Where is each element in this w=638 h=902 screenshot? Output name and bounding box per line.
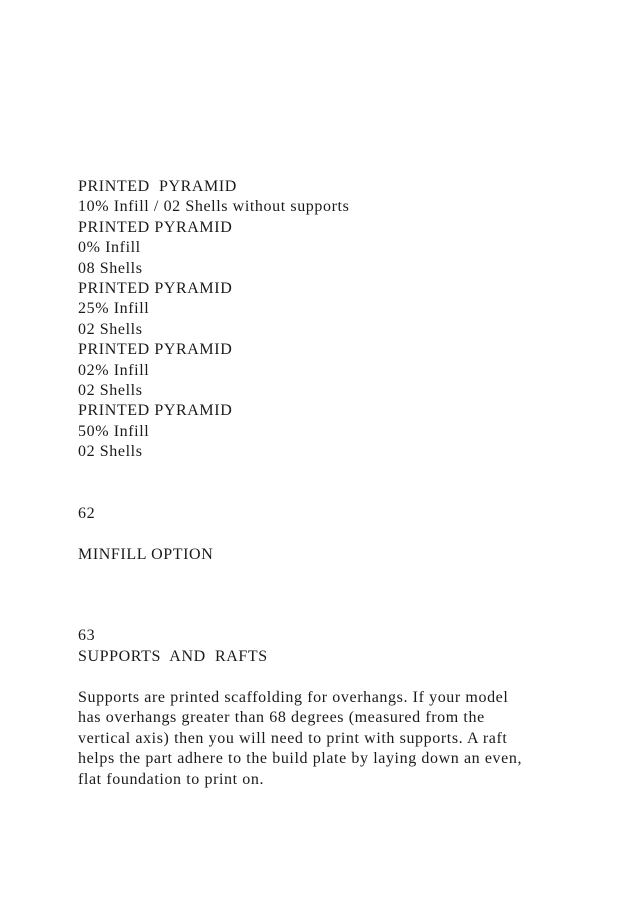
section-heading: SUPPORTS AND RAFTS	[78, 648, 268, 665]
pyramid-list-line: 50% Infill	[78, 422, 150, 440]
pyramid-list-line: PRINTED PYRAMID	[78, 402, 233, 420]
pyramid-list-line: 02 Shells	[78, 443, 143, 461]
supports-rafts-heading	[78, 647, 608, 667]
slide-number-63	[78, 626, 608, 646]
pyramid-list-line: 02 Shells	[78, 381, 143, 399]
pyramid-list-line: 0% Infill	[78, 239, 141, 257]
paragraph-line: vertical axis) then you will need to print with supports. A raft	[78, 729, 508, 747]
pyramid-list-line: PRINTED PYRAMID	[78, 341, 233, 359]
pyramid-list-line: 25% Infill	[78, 300, 150, 318]
slide-number-text: 63	[78, 627, 96, 644]
paragraph-line: Supports are printed scaffolding for overhangs. If your model	[78, 689, 509, 706]
slide-number-text: 62	[78, 505, 96, 522]
supports-paragraph	[78, 688, 608, 790]
pyramid-list-line: 02 Shells	[78, 320, 143, 338]
paragraph-line: has overhangs greater than 68 degrees (measured from the	[78, 709, 485, 727]
paragraph-line: flat foundation to print on.	[78, 770, 265, 788]
paragraph-line: helps the part adhere to the build plate by laying down an even,	[78, 750, 523, 768]
pyramid-list-line: 08 Shells	[78, 259, 143, 277]
slide-number-62	[78, 504, 608, 524]
section-heading: MINFILL OPTION	[78, 546, 214, 563]
pyramid-list-line: PRINTED PYRAMID	[78, 218, 233, 236]
minfill-heading	[78, 545, 608, 565]
pyramid-list-line: PRINTED PYRAMID	[78, 178, 237, 195]
pyramid-list-line: PRINTED PYRAMID	[78, 279, 233, 297]
pyramid-list	[78, 177, 598, 462]
pyramid-list-line: 10% Infill / 02 Shells without supports	[78, 198, 350, 216]
pyramid-list-line: 02% Infill	[78, 361, 150, 379]
